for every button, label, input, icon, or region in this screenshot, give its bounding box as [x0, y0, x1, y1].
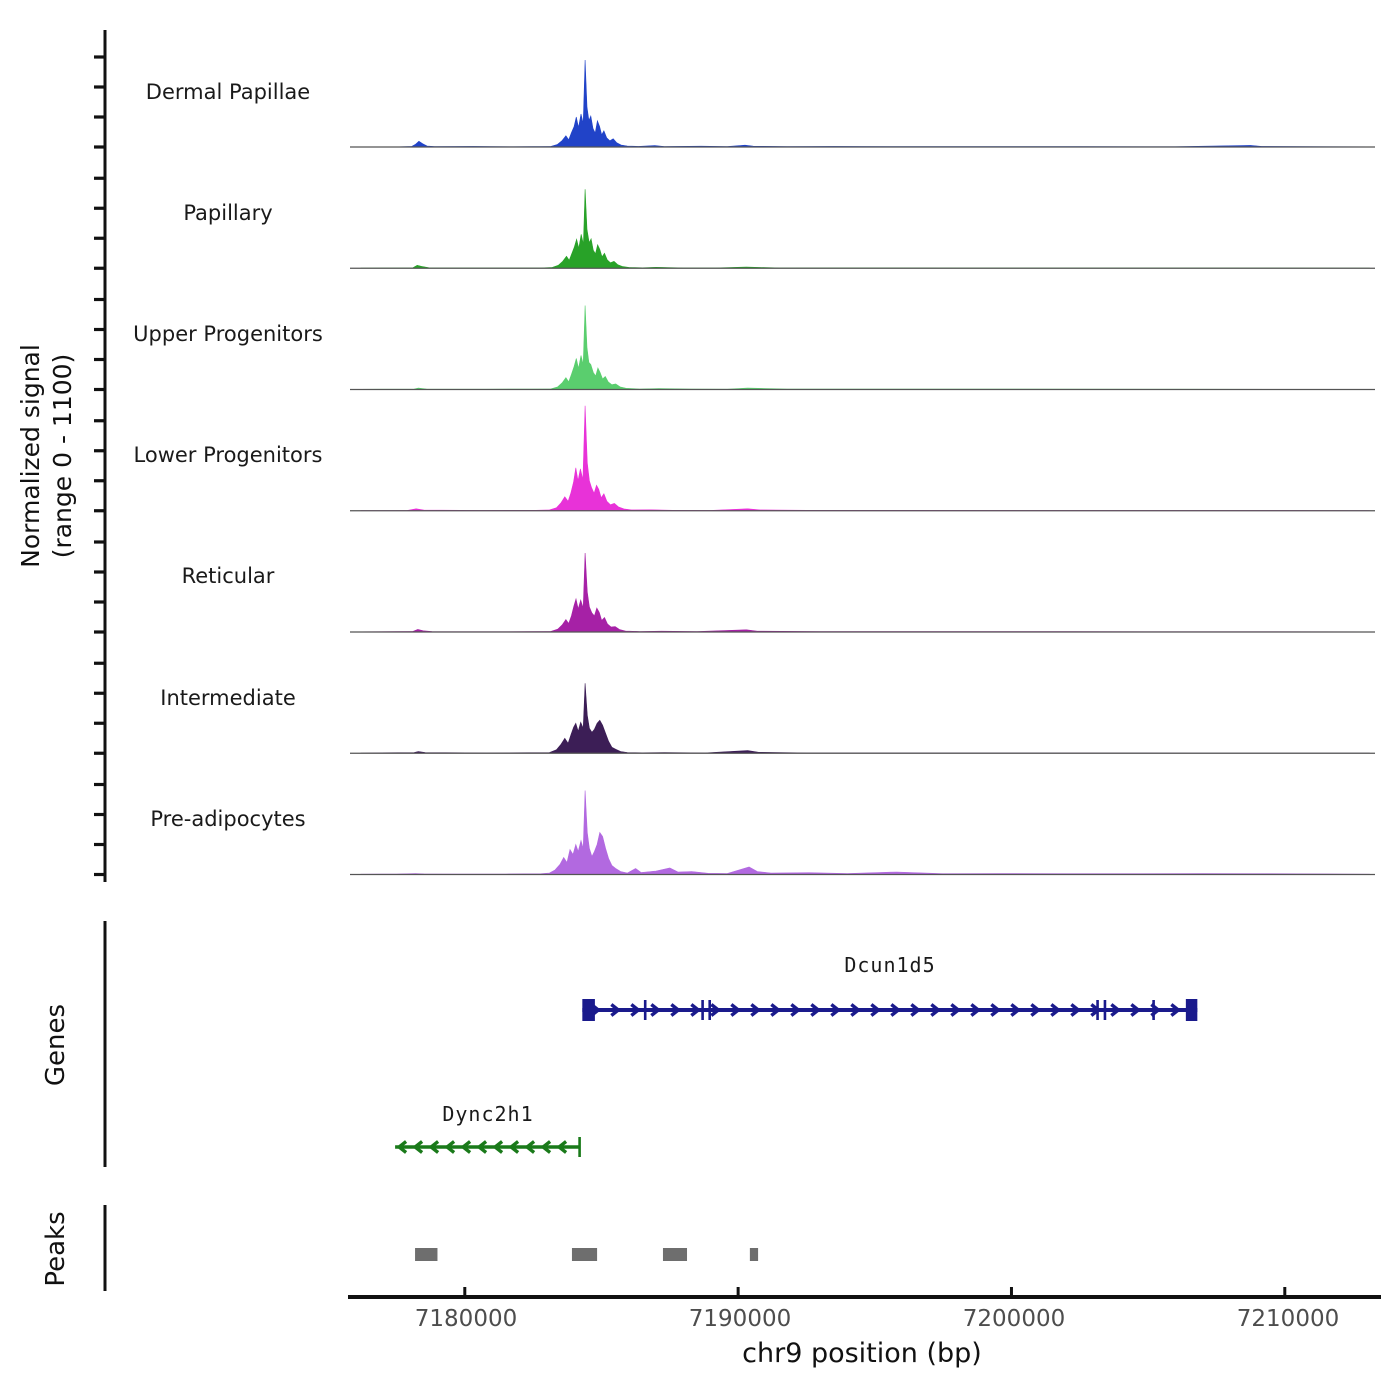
signal-area-papillary	[361, 189, 1370, 268]
signal-area-pre-adipocytes	[361, 791, 1370, 875]
x-tick-label-7210000: 7210000	[1236, 1306, 1340, 1332]
x-tick-label-7180000: 7180000	[414, 1306, 518, 1332]
exon-block	[1186, 999, 1197, 1021]
y-axis-label-line2: (range 0 - 1100)	[48, 353, 77, 559]
y-axis-label	[15, 253, 79, 659]
signal-area-dermal-papillae	[356, 60, 1370, 147]
peak-region	[663, 1248, 687, 1261]
track-label-upper-progenitors: Upper Progenitors	[133, 322, 323, 346]
track-label-dermal-papillae: Dermal Papillae	[145, 80, 311, 104]
x-axis-line	[348, 1295, 1381, 1299]
track-label-reticular: Reticular	[181, 564, 275, 588]
track-label-papillary: Papillary	[183, 201, 273, 225]
x-axis-title: chr9 position (bp)	[742, 1338, 982, 1369]
track-label-pre-adipocytes: Pre-adipocytes	[150, 807, 306, 831]
signal-area-upper-progenitors	[361, 306, 1370, 390]
y-axis-label-line1: Normalized signal	[16, 344, 45, 568]
x-tick-label-7190000: 7190000	[688, 1306, 792, 1332]
peak-region	[572, 1248, 597, 1261]
signal-area-lower-progenitors	[361, 406, 1370, 511]
track-label-intermediate: Intermediate	[160, 686, 296, 710]
genes-section-label: Genes	[41, 1003, 71, 1087]
track-label-lower-progenitors: Lower Progenitors	[133, 443, 323, 467]
peak-region	[415, 1248, 437, 1261]
gene-label-dync2h1: Dync2h1	[442, 1102, 534, 1126]
signal-area-intermediate	[361, 683, 1370, 753]
exon-block	[582, 999, 595, 1021]
gene-label-dcun1d5: Dcun1d5	[844, 953, 936, 977]
x-tick-label-7200000: 7200000	[962, 1306, 1066, 1332]
peaks-section-label: Peaks	[41, 1211, 71, 1287]
peak-region	[750, 1248, 758, 1261]
signal-area-reticular	[361, 553, 1370, 632]
